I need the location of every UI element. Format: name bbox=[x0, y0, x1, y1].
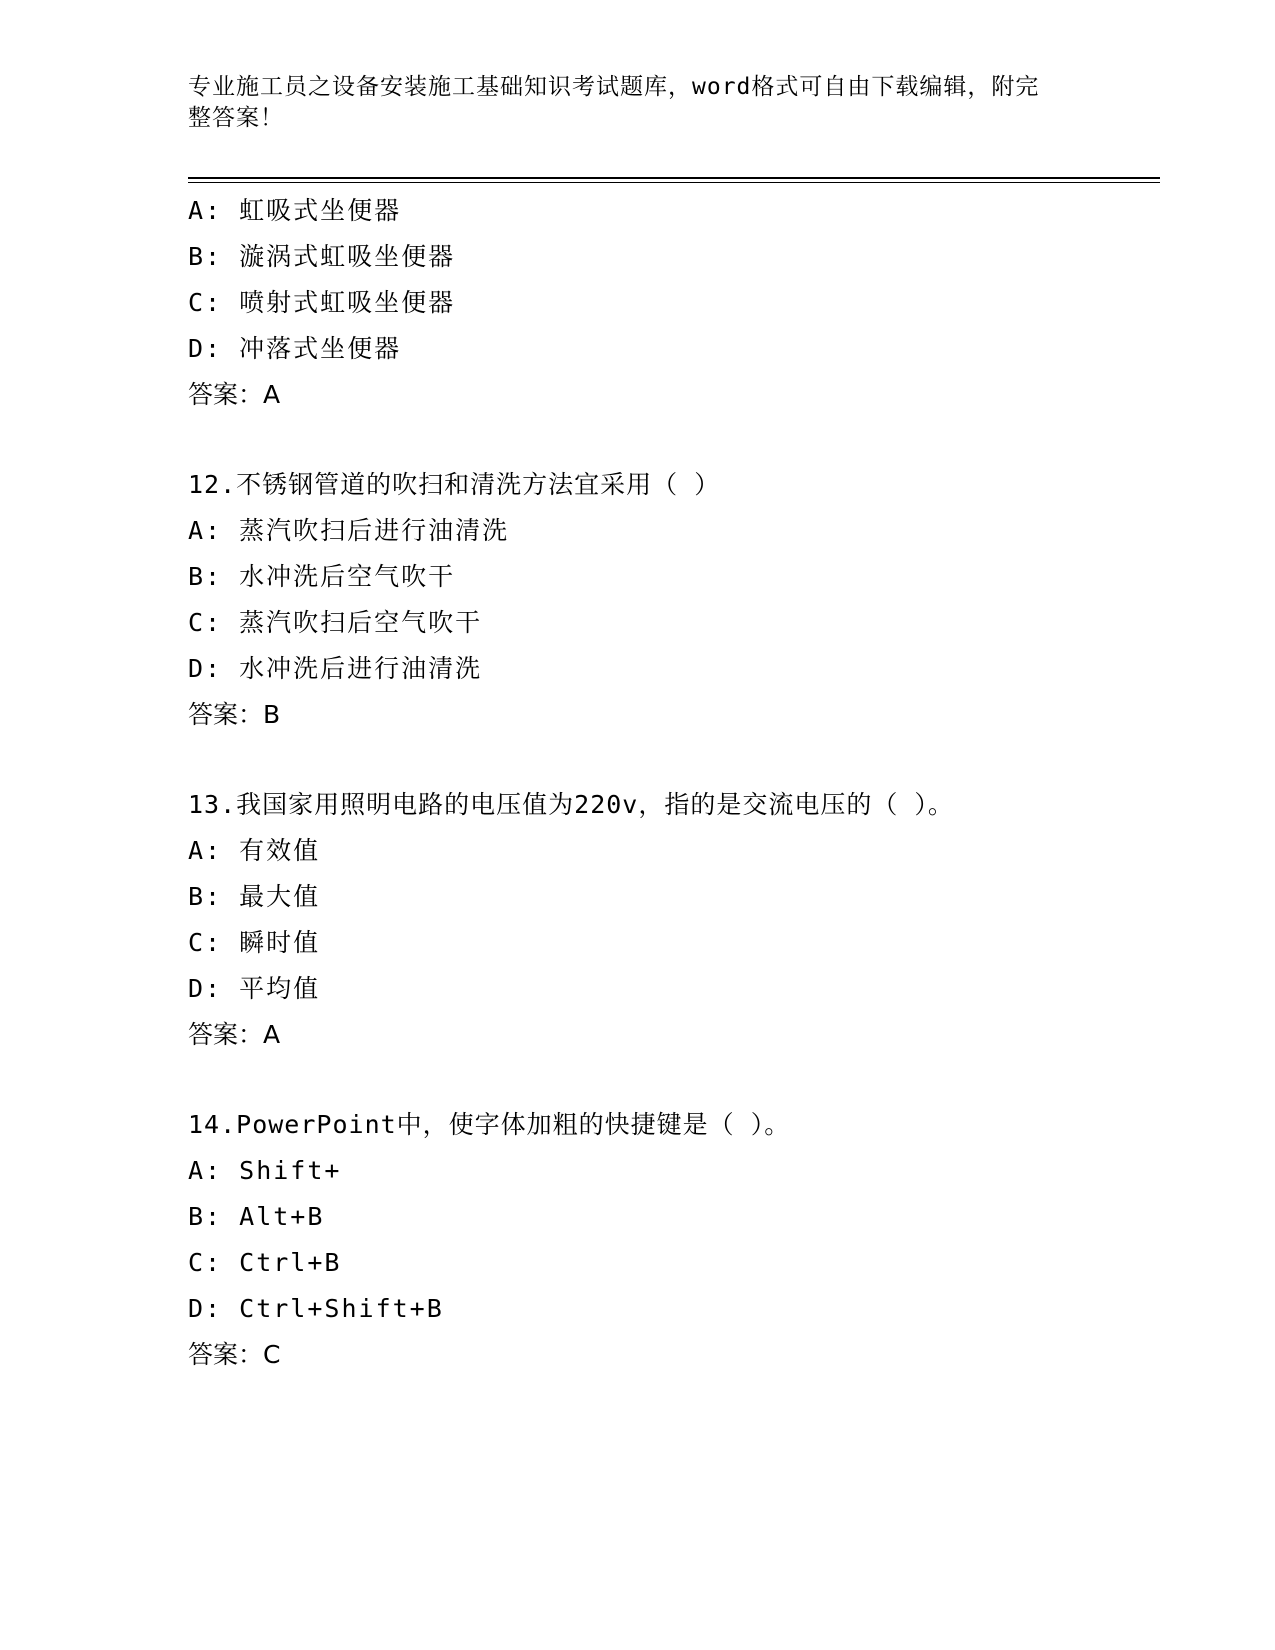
question-title: 13.我国家用照明电路的电压值为220v，指的是交流电压的（ ）。 bbox=[188, 790, 954, 819]
header-divider-thin bbox=[188, 182, 1160, 183]
option-c: C: 蒸汽吹扫后空气吹干 bbox=[188, 608, 483, 637]
spacer bbox=[188, 738, 1160, 782]
document-header bbox=[188, 72, 1068, 134]
option-a: A: 有效值 bbox=[188, 836, 321, 865]
option-c: C: Ctrl+B bbox=[188, 1248, 342, 1277]
question-title: 14.PowerPoint中，使字体加粗的快捷键是（ ）。 bbox=[188, 1110, 791, 1139]
question-13 bbox=[188, 782, 1160, 1058]
option-d: D: 水冲洗后进行油清洗 bbox=[188, 654, 483, 683]
spacer bbox=[188, 1058, 1160, 1102]
question-14 bbox=[188, 1102, 1160, 1378]
answer-line: 答案：A bbox=[188, 380, 281, 409]
option-c: C: 喷射式虹吸坐便器 bbox=[188, 288, 456, 317]
question-list bbox=[188, 188, 1160, 1378]
option-b: B: 最大值 bbox=[188, 882, 321, 911]
header-line-2: 整答案！ bbox=[188, 105, 284, 131]
answer-line: 答案：C bbox=[188, 1340, 281, 1369]
option-d: D: 平均值 bbox=[188, 974, 321, 1003]
answer-line: 答案：B bbox=[188, 700, 281, 729]
option-d: D: Ctrl+Shift+B bbox=[188, 1294, 444, 1323]
option-c: C: 瞬时值 bbox=[188, 928, 321, 957]
option-a: A: 蒸汽吹扫后进行油清洗 bbox=[188, 516, 510, 545]
option-a: A: Shift+ bbox=[188, 1156, 342, 1185]
spacer bbox=[188, 418, 1160, 462]
option-a: A: 虹吸式坐便器 bbox=[188, 196, 402, 225]
option-b: B: 水冲洗后空气吹干 bbox=[188, 562, 456, 591]
question-11 bbox=[188, 188, 1160, 418]
header-line-1: 专业施工员之设备安装施工基础知识考试题库，word格式可自由下载编辑，附完 bbox=[188, 74, 1040, 100]
question-12 bbox=[188, 462, 1160, 738]
answer-line: 答案：A bbox=[188, 1020, 281, 1049]
option-b: B: Alt+B bbox=[188, 1202, 325, 1231]
option-d: D: 冲落式坐便器 bbox=[188, 334, 402, 363]
question-title: 12.不锈钢管道的吹扫和清洗方法宜采用（ ） bbox=[188, 470, 721, 499]
header-divider-thick bbox=[188, 177, 1160, 179]
option-b: B: 漩涡式虹吸坐便器 bbox=[188, 242, 456, 271]
